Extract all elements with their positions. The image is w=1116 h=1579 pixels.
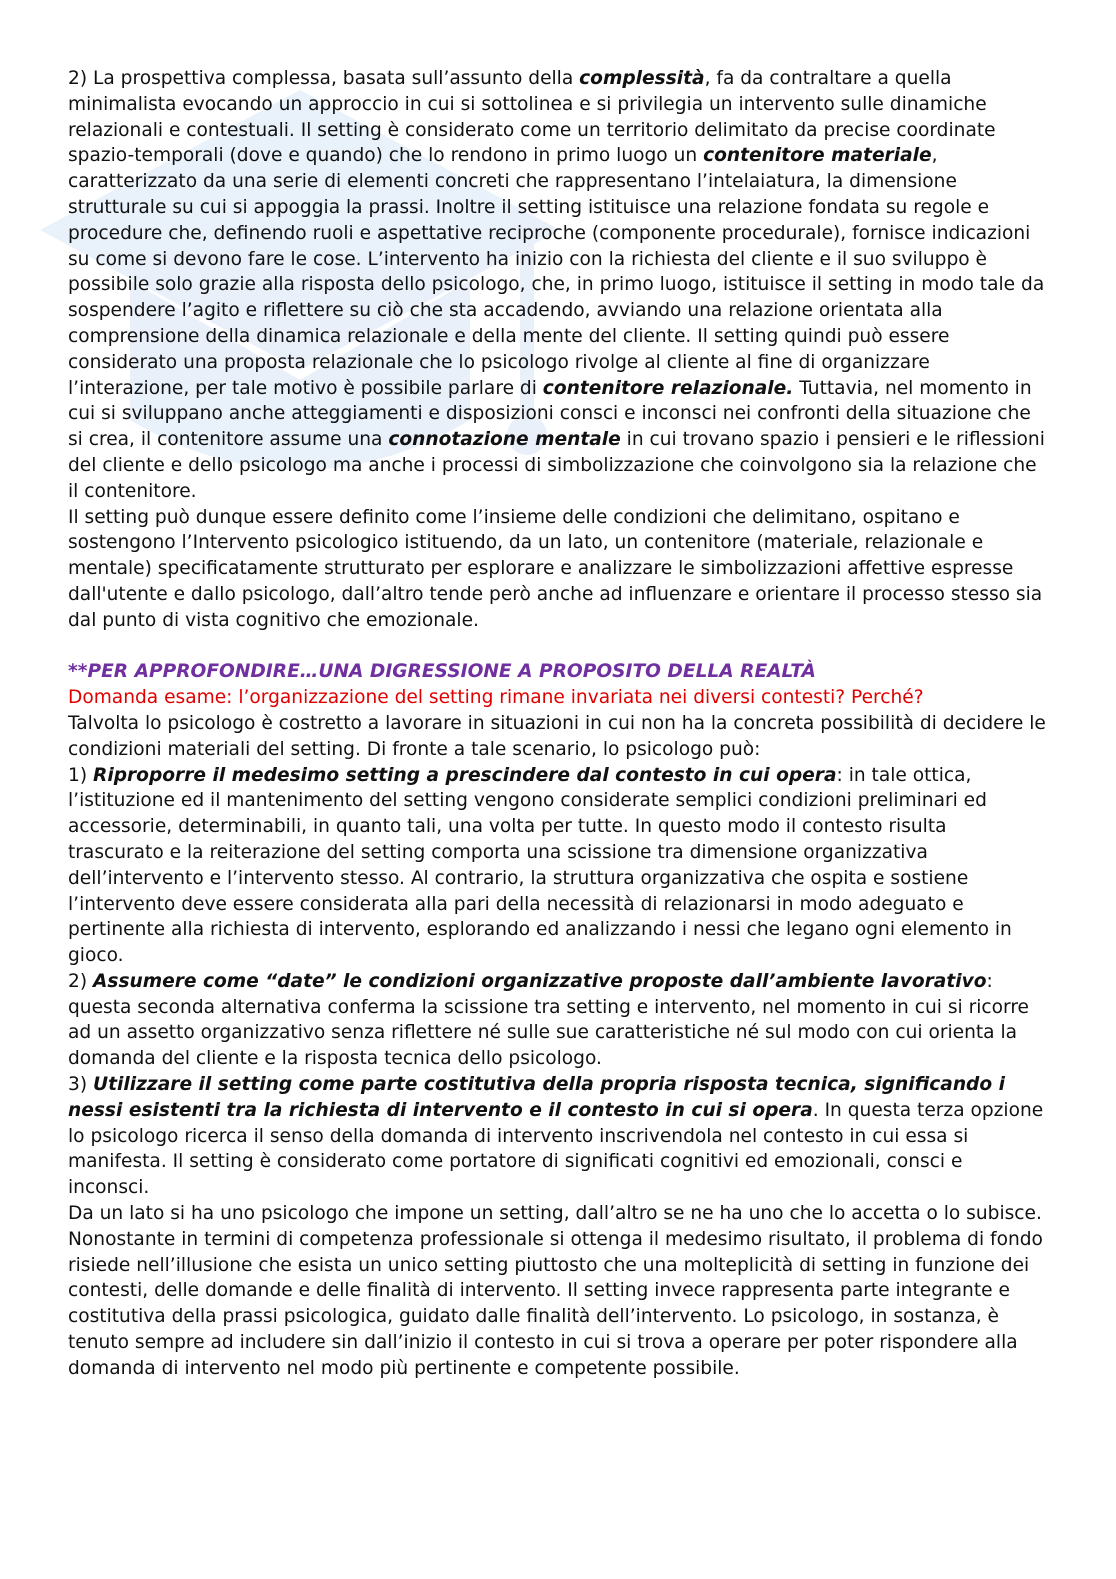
list-item-1: 1) Riproporre il medesimo setting a prescindere dal contesto in cui opera: in tale ottica, l’istituzione ed il mantenimento del setting vengono considerate semplici condizioni preliminari ed accessorie, determinabili, in quanto tali, una volta per tutte. In questo modo il contesto risulta trascurato e la reiterazione del setting comporta una scissione tra dimensione organizzativa dell’intervento e l’intervento stesso. Al contrario, la struttura organizzativa che ospita e sostiene l’intervento deve essere considerata alla pari della necessità di relazionarsi in modo adeguato e pertinente alla richiesta di intervento, esplorando ed analizzando i nessi che legano ogni elemento in gioco. xyxy=(68,764,1012,967)
item-3-title: Utilizzare il setting come parte costitutiva della propria risposta tecnica, significando i nessi esistenti tra la richiesta di intervento e il contesto in cui si opera xyxy=(68,1074,1005,1121)
document-page xyxy=(68,66,1048,1382)
item-2-title: Assumere come “date” le condizioni organizzative proposte dall’ambiente lavorativo xyxy=(93,970,987,992)
term-complessita: complessità xyxy=(579,68,705,89)
exam-question: Domanda esame: l’organizzazione del setting rimane invariata nei diversi contesti? Perché? xyxy=(68,687,924,709)
paragraph-intro: Talvolta lo psicologo è costretto a lavorare in situazioni in cui non ha la concreta possibilità di decidere le condizioni materiali del setting. Di fronte a tale scenario, lo psicologo può: xyxy=(68,712,1046,760)
paragraph-setting-definition: Il setting può dunque essere definito come l’insieme delle condizioni che delimitano, ospitano e sostengono l’Intervento psicologico istituendo, da un lato, un contenitore (materiale, relazionale e mentale) specificatamente strutturato per esplorare e analizzare le simbolizzazioni affettive espresse dall'utente e dallo psicologo, dall’altro tende però anche ad influenzare e orientare il processo stesso sia dal punto di vista cognitivo che emozionale. xyxy=(68,506,1043,631)
list-item-3: 3) Utilizzare il setting come parte costitutiva della propria risposta tecnica, significando i nessi esistenti tra la richiesta di intervento e il contesto in cui si opera. In questa terza opzione lo psicologo ricerca il senso della domanda di intervento inscrivendola nel contesto in cui essa si manifesta. Il setting è considerato come portatore di significati cognitivi ed emozionali, consci e inconsci. xyxy=(68,1074,1044,1199)
list-item-2: 2) Assumere come “date” le condizioni organizzative proposte dall’ambiente lavorativo: questa seconda alternativa conferma la scissione tra setting e intervento, nel momento in cui si ricorre ad un assetto organizzativo senza riflettere né sulle sue caratteristiche né sul modo con cui orienta la domanda del cliente e la risposta tecnica dello psicologo. xyxy=(68,970,1029,1070)
item-1-title: Riproporre il medesimo setting a prescindere dal contesto in cui opera xyxy=(93,764,837,786)
paragraph-conclusion: Da un lato si ha uno psicologo che impone un setting, dall’altro se ne ha uno che lo accetta o lo subisce. Nonostante in termini di competenza professionale si ottenga il medesimo risultato, il problema di fondo risiede nell’illusione che esista un unico setting piuttosto che una molteplicità di setting in funzione dei contesti, delle domande e delle finalità di intervento. Il setting invece rappresenta parte integrante e costitutiva della prassi psicologica, guidato dalle finalità dell’intervento. Lo psicologo, in sostanza, è tenuto sempre ad includere sin dall’inizio il contesto in cui si trova a operare per poter rispondere alla domanda di intervento nel modo più pertinente e competente possibile. xyxy=(68,1203,1043,1379)
term-connotazione-mentale: connotazione mentale xyxy=(388,429,621,451)
paragraph-complex-perspective: 2) La prospettiva complessa, basata sull’assunto della complessità, fa da contraltare a quella minimalista evocando un approccio in cui si sottolinea e si privilegia un intervento sulle dinamiche relazionali e contestuali. Il setting è considerato come un territorio delimitato da precise coordinate spazio-temporali (dove e quando) che lo rendono in primo luogo un contenitore materiale, caratterizzato da una serie di elementi concreti che rappresentano l’intelaiatura, la dimensione strutturale su cui si appoggia la prassi. Inoltre il setting istituisce una relazione fondata su regole e procedure che, definendo ruoli e aspettative reciproche (componente procedurale), fornisce indicazioni su come si devono fare le cose. L’intervento ha inizio con la richiesta del cliente e il suo sviluppo è possibile solo grazie alla risposta dello psicologo, che, in primo luogo, istituisce il setting in modo tale da sospendere l’agito e riflettere su ciò che sta accadendo, avviando una relazione orientata alla comprensione della dinamica relazionale e della mente del cliente. Il setting quindi può essere considerato una proposta relazionale che lo psicologo rivolge al cliente al fine di organizzare l’interazione, per tale motivo è possibile parlare di contenitore relazionale. Tuttavia, nel momento in cui si sviluppano anche atteggiamenti e disposizioni consci e inconsci nei confronti della situazione che si crea, il contenitore assume una connotazione mentale in cui trovano spazio i pensieri e le riflessioni del cliente e dello psicologo ma anche i processi di simbolizzazione che coinvolgono sia la relazione che il contenitore. xyxy=(68,68,1045,502)
term-contenitore-relazionale: contenitore relazionale. xyxy=(542,377,794,399)
spacer xyxy=(68,634,1048,660)
term-contenitore-materiale: contenitore materiale xyxy=(703,145,932,167)
section-heading: **PER APPROFONDIRE…UNA DIGRESSIONE A PROPOSITO DELLA REALTÀ xyxy=(68,661,816,683)
